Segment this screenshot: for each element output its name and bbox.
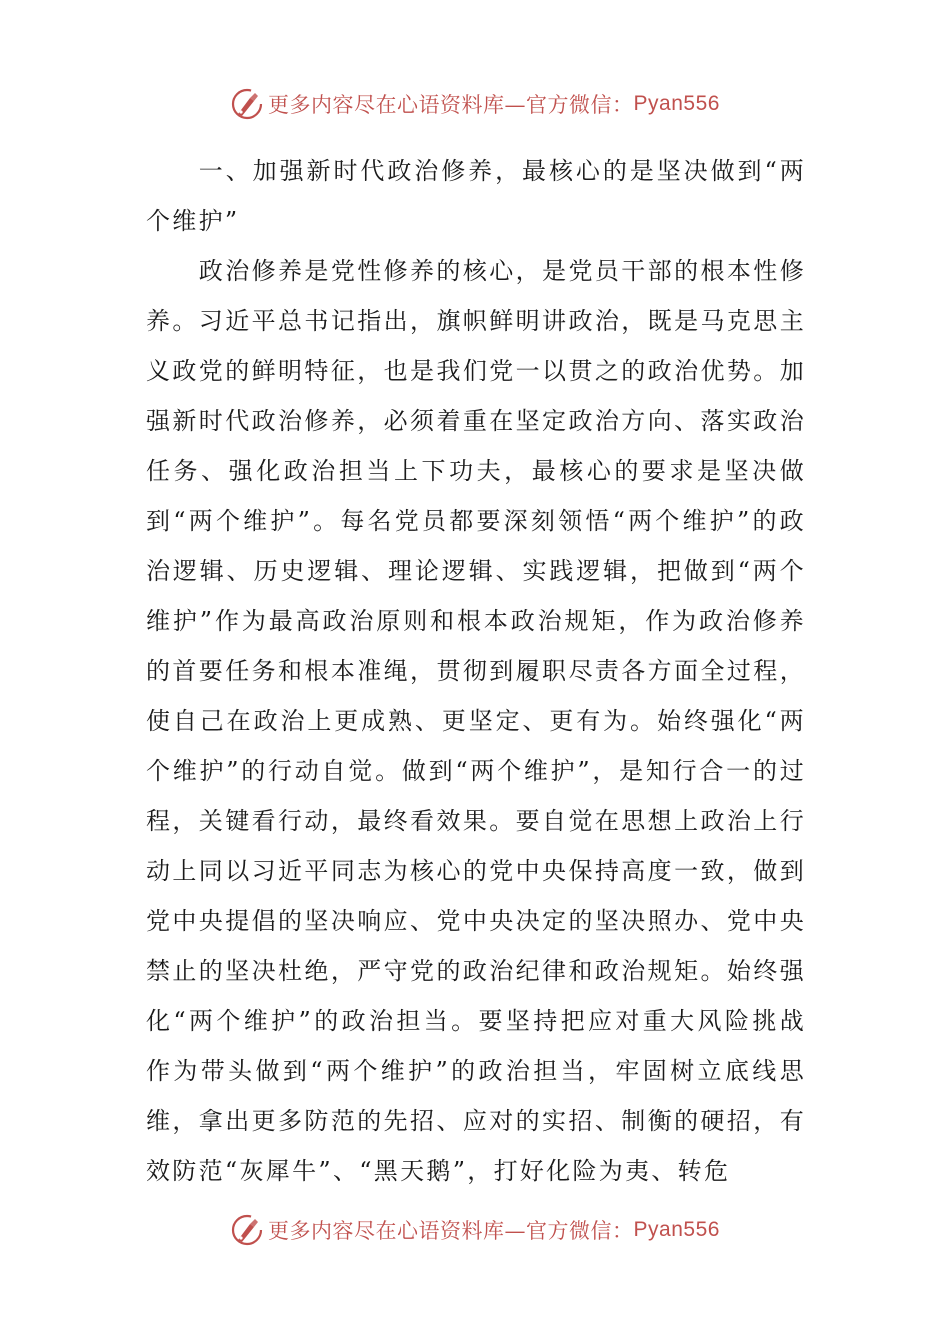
header-wechat-id: Pyan556 <box>633 92 720 115</box>
footer-wechat-id: Pyan556 <box>633 1218 720 1241</box>
header-watermark-text: 更多内容尽在心语资料库—官方微信： <box>268 93 634 117</box>
pen-nib-icon <box>230 1213 264 1247</box>
footer-watermark-banner <box>0 1208 950 1252</box>
footer-watermark-text: 更多内容尽在心语资料库—官方微信： <box>268 1219 634 1243</box>
header-watermark-banner <box>0 82 950 126</box>
document-body <box>146 146 806 1196</box>
section-heading: 一、加强新时代政治修养，最核心的是坚决做到“两个维护” <box>146 157 806 235</box>
body-paragraph: 政治修养是党性修养的核心，是党员干部的根本性修养。习近平总书记指出，旗帜鲜明讲政治，既是马克思主义政党的鲜明特征，也是我们党一以贯之的政治优势。加强新时代政治修养，必须着重在坚定政治方向、落实政治任务、强化政治担当上下功夫，最核心的要求是坚决做到“两个维护”。每名党员都要深刻领悟“两个维护”的政治逻辑、历史逻辑、理论逻辑、实践逻辑，把做到“两个维护”作为最高政治原则和根本政治规矩，作为政治修养的首要任务和根本准绳，贯彻到履职尽责各方面全过程，使自己在政治上更成熟、更坚定、更有为。始终强化“两个维护”的行动自觉。做到“两个维护”，是知行合一的过程，关键看行动，最终看效果。要自觉在思想上政治上行动上同以习近平同志为核心的党中央保持高度一致，做到党中央提倡的坚决响应、党中央决定的坚决照办、党中央禁止的坚决杜绝，严守党的政治纪律和政治规矩。始终强化“两个维护”的政治担当。要坚持把应对重大风险挑战作为带头做到“两个维护”的政治担当，牢固树立底线思维，拿出更多防范的先招、应对的实招、制衡的硬招，有效防范“灰犀牛”、“黑天鹅”，打好化险为夷、转危 <box>146 257 806 1185</box>
pen-nib-icon <box>230 87 264 121</box>
